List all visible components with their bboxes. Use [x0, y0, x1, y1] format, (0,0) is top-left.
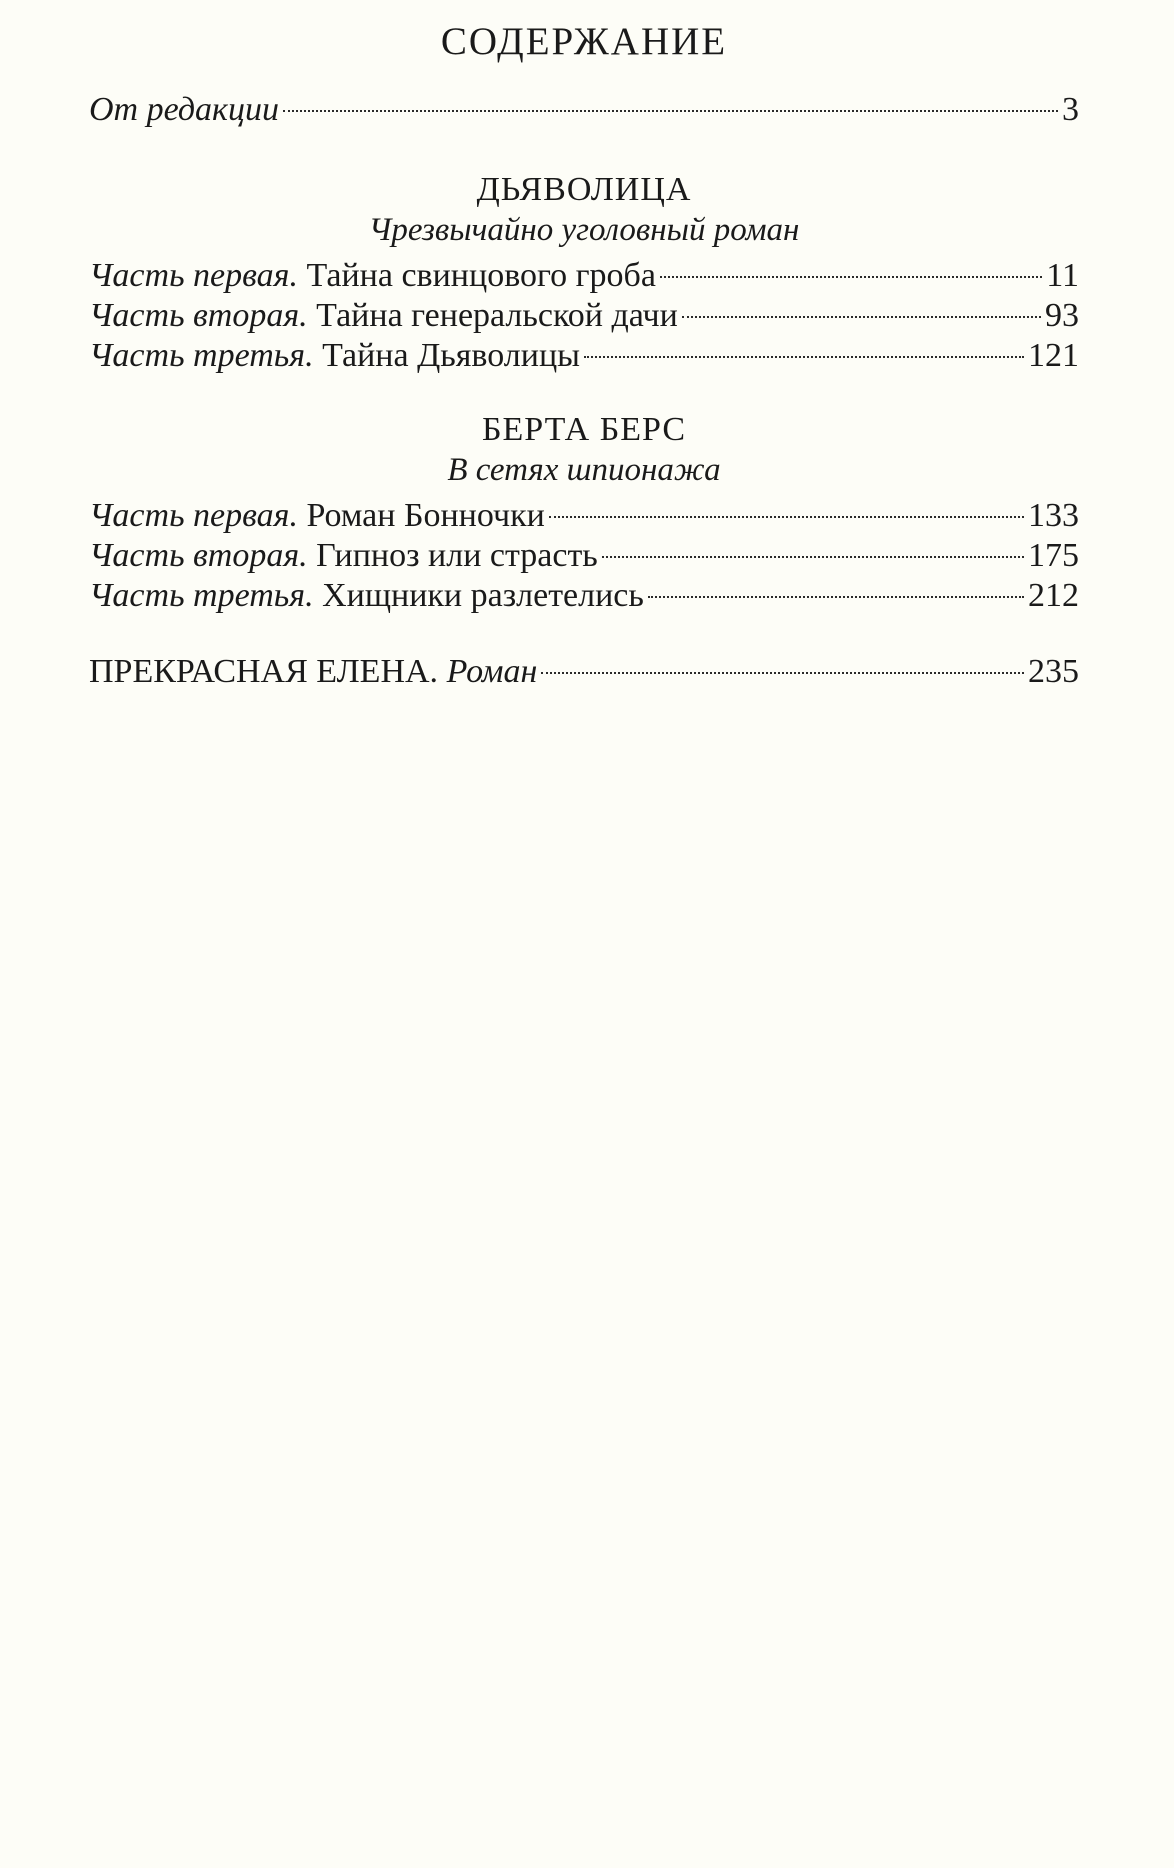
page-number: 212	[1028, 577, 1079, 614]
section-berta-bers	[89, 410, 1079, 616]
entry-name: Тайна Дьяволицы	[322, 337, 580, 374]
entry-part: Часть вторая.	[89, 297, 308, 334]
entry-part: Часть вторая.	[89, 537, 308, 574]
entry-name: Хищники разлетелись	[322, 577, 644, 614]
section-title: БЕРТА БЕРС	[481, 411, 687, 448]
spacer	[89, 376, 1079, 410]
dot-leader	[682, 316, 1041, 318]
toc-entry	[89, 536, 1079, 576]
section-subtitle: Чрезвычайно уголовный роман	[368, 212, 800, 248]
toc-entry	[89, 496, 1079, 536]
toc-entry	[89, 576, 1079, 616]
table-of-contents	[89, 0, 1079, 692]
dot-leader	[283, 110, 1058, 112]
page-number: 3	[1062, 91, 1079, 128]
spacer	[89, 130, 1079, 170]
page-number: 235	[1028, 653, 1079, 690]
dot-leader	[549, 516, 1024, 518]
dot-leader	[584, 356, 1024, 358]
toc-entry	[89, 256, 1079, 296]
dot-leader	[602, 556, 1024, 558]
dot-leader	[660, 276, 1042, 278]
entry-part: Часть третья.	[89, 337, 314, 374]
toc-entry-prekrasnaya-elena	[89, 652, 1079, 692]
entry-label: От редакции	[89, 91, 279, 128]
page-number: 93	[1045, 297, 1079, 334]
page-number: 175	[1028, 537, 1079, 574]
entry-name: Тайна свинцового гроба	[306, 257, 656, 294]
page-number: 121	[1028, 337, 1079, 374]
dot-leader	[648, 596, 1024, 598]
entry-title: ПРЕКРАСНАЯ ЕЛЕНА.	[89, 653, 439, 690]
page-number: 133	[1028, 497, 1079, 534]
entry-part: Часть первая.	[89, 257, 298, 294]
toc-entry	[89, 336, 1079, 376]
section-title: ДЬЯВОЛИЦА	[476, 171, 692, 208]
page-number: 11	[1046, 257, 1079, 294]
entry-name: Роман Бонночки	[306, 497, 545, 534]
entry-genre: Роман	[446, 653, 538, 690]
entry-part: Часть первая.	[89, 497, 298, 534]
entry-name: Гипноз или страсть	[316, 537, 598, 574]
entry-name: Тайна генеральской дачи	[316, 297, 678, 334]
toc-entry	[89, 296, 1079, 336]
entry-part: Часть третья.	[89, 577, 314, 614]
toc-entry-editorial	[89, 90, 1079, 130]
spacer	[89, 616, 1079, 652]
section-subtitle: В сетях шпионажа	[447, 452, 721, 488]
page-title: СОДЕРЖАНИЕ	[440, 20, 728, 63]
dot-leader	[541, 672, 1024, 674]
section-dyavolitsa	[89, 170, 1079, 376]
